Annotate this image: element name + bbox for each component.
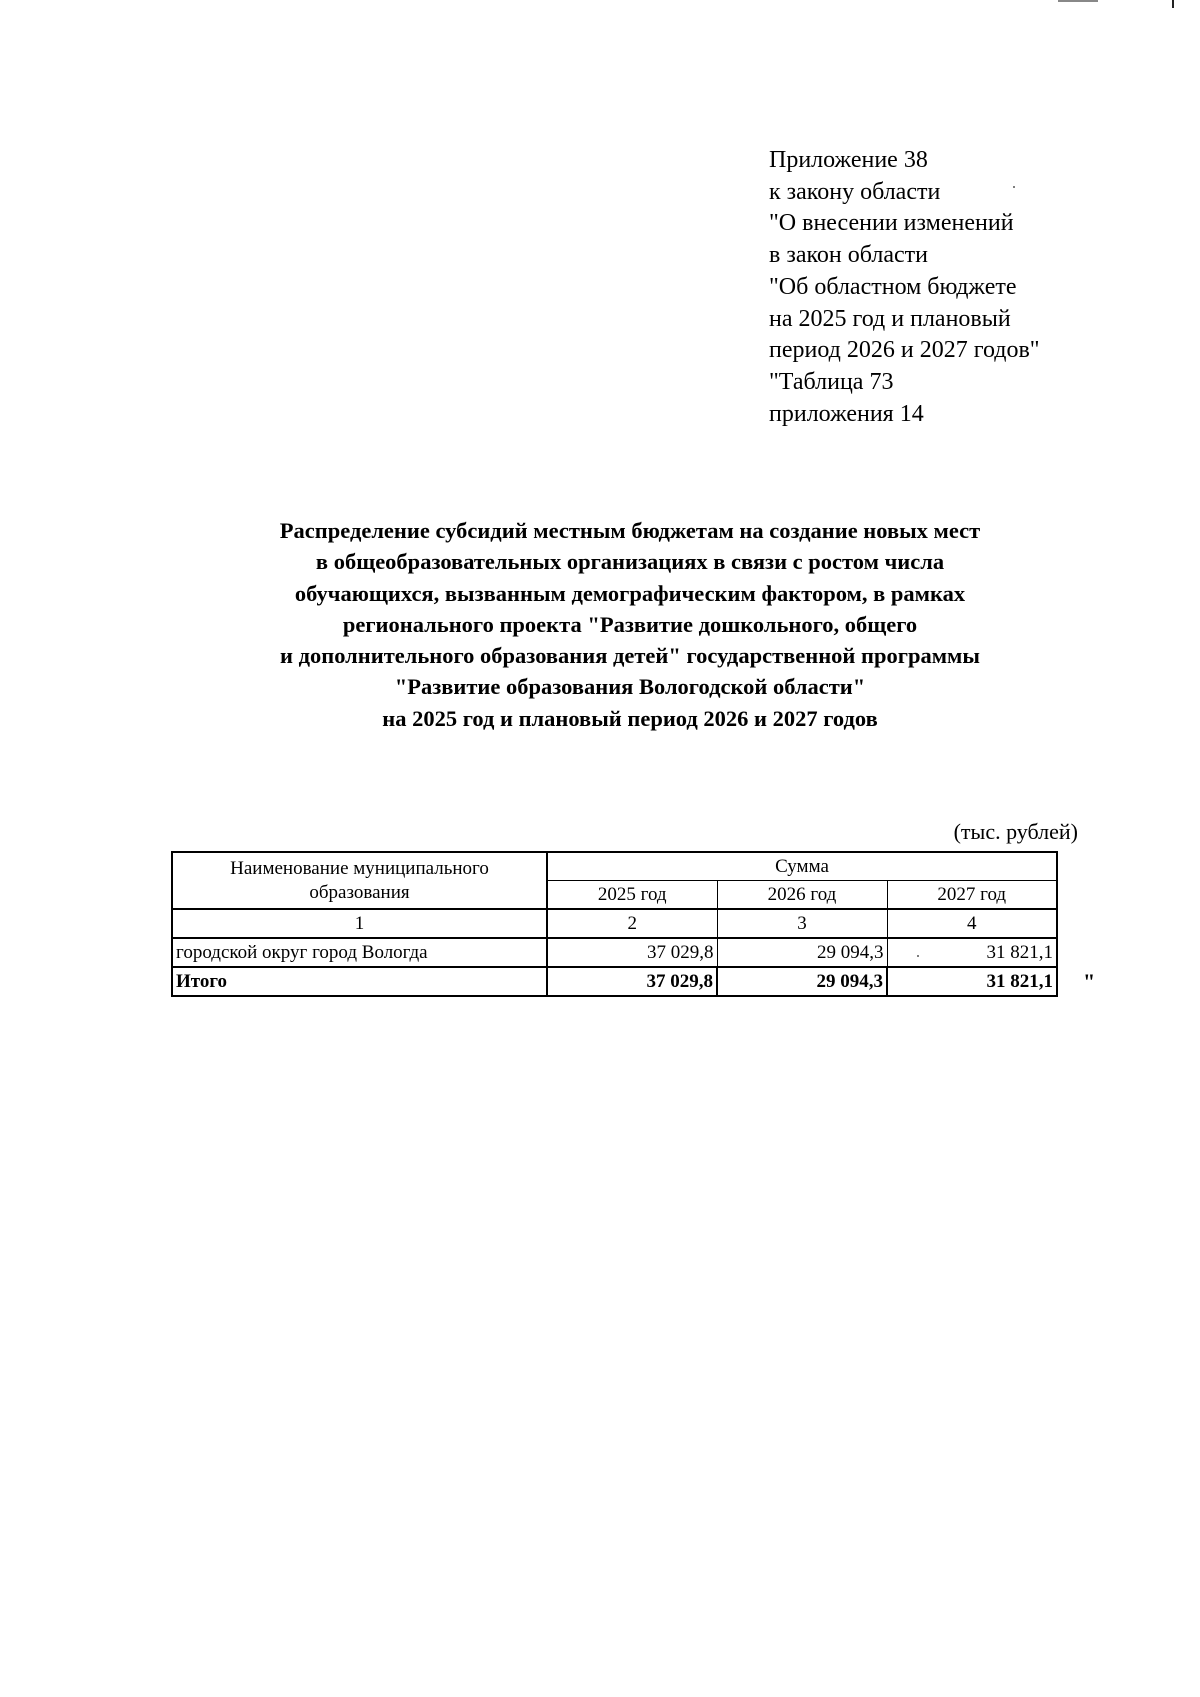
total-2027: 31 821,1 — [887, 967, 1057, 996]
table-header-row — [172, 852, 1057, 881]
title-line: в общеобразовательных организациях в связи с ростом числа — [315, 549, 945, 575]
header-name-line: образования — [309, 881, 410, 903]
scan-speck — [1013, 186, 1015, 188]
value-2027: 31 821,1 — [887, 938, 1057, 967]
header-name-line: Наименование муниципального — [230, 857, 489, 879]
value-2025: 37 029,8 — [547, 938, 717, 967]
scan-artifact — [1058, 0, 1098, 2]
column-number: 2 — [547, 909, 717, 938]
header-sum: Сумма — [547, 852, 1057, 881]
column-number: 3 — [717, 909, 887, 938]
header-year: 2026 год — [717, 881, 887, 910]
appendix-line: на 2025 год и плановый — [769, 305, 1011, 332]
total-2025: 37 029,8 — [547, 967, 717, 996]
appendix-line: "О внесении изменений — [769, 210, 1014, 237]
title-line: регионального проекта "Развитие дошкольного, общего — [342, 611, 918, 637]
units-note: (тыс. рублей) — [953, 819, 1078, 844]
scan-speck — [917, 955, 919, 957]
municipality-name: городской округ город Вологда — [172, 938, 547, 967]
column-number: 1 — [172, 909, 547, 938]
column-number: 4 — [887, 909, 1057, 938]
title-line: "Развитие образования Вологодской области" — [394, 674, 866, 700]
appendix-reference — [769, 145, 1129, 430]
appendix-line: приложения 14 — [769, 400, 924, 427]
header-municipality — [172, 852, 547, 909]
document-title — [160, 515, 1100, 734]
title-line: Распределение субсидий местным бюджетам на создание новых мест — [279, 518, 981, 543]
appendix-line: к закону области — [769, 178, 941, 205]
closing-quote: " — [1083, 969, 1096, 994]
total-row — [172, 967, 1057, 996]
title-line: на 2025 год и плановый период 2026 и 2027 годов — [382, 705, 878, 731]
title-line: обучающихся, вызванным демографическим фактором, в рамках — [294, 580, 966, 606]
value-2026: 29 094,3 — [717, 938, 887, 967]
appendix-line: "Об областном бюджете — [769, 273, 1017, 300]
header-year: 2025 год — [547, 881, 717, 910]
header-year: 2027 год — [887, 881, 1057, 910]
appendix-line: "Таблица 73 — [769, 368, 894, 395]
appendix-line: в закон области — [769, 242, 928, 269]
table-row — [172, 938, 1057, 967]
total-label: Итого — [172, 967, 547, 996]
column-numbers-row — [172, 909, 1057, 938]
subsidy-table — [171, 851, 1058, 997]
appendix-line: Приложение 38 — [769, 147, 928, 173]
total-2026: 29 094,3 — [717, 967, 887, 996]
title-line: и дополнительного образования детей" государственной программы — [280, 643, 980, 669]
appendix-line: период 2026 и 2027 годов" — [769, 337, 1040, 364]
scan-artifact — [1172, 0, 1174, 8]
